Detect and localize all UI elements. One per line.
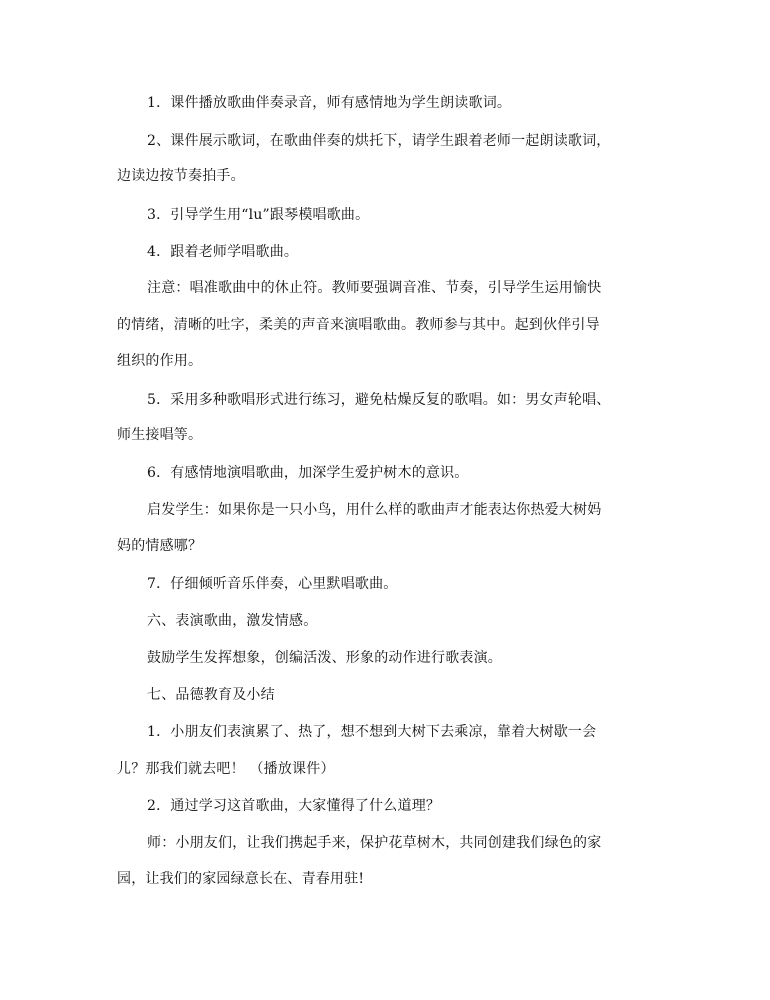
paragraph-line: 师：小朋友们，让我们携起手来，保护花草树木，共同创建我们绿色的家 bbox=[147, 835, 602, 851]
paragraph-line: 启发学生：如果你是一只小鸟，用什么样的歌曲声才能表达你热爱大树妈 bbox=[147, 502, 602, 518]
paragraph-line: 儿？那我们就去吧！ （播放课件） bbox=[117, 761, 335, 777]
paragraph-line: 注意：唱准歌曲中的休止符。教师要强调音准、节奏，引导学生运用愉快 bbox=[147, 280, 602, 296]
paragraph-line: 7．仔细倾听音乐伴奏，心里默唱歌曲。 bbox=[147, 576, 398, 592]
paragraph-line: 4．跟着老师学唱歌曲。 bbox=[147, 244, 299, 260]
paragraph-line: 5．采用多种歌唱形式进行练习，避免枯燥反复的歌唱。如：男女声轮唱、 bbox=[147, 392, 611, 408]
paragraph-line: 鼓励学生发挥想象，创编活泼、形象的动作进行歌表演。 bbox=[147, 650, 502, 666]
paragraph-heading: 七、品德教育及小结 bbox=[147, 687, 275, 703]
paragraph-line: 组织的作用。 bbox=[117, 353, 203, 369]
paragraph-line: 6．有感情地演唱歌曲，加深学生爱护树木的意识。 bbox=[147, 465, 469, 481]
paragraph-heading: 六、表演歌曲，激发情感。 bbox=[147, 613, 318, 629]
paragraph-line: 2、课件展示歌词，在歌曲伴奏的烘托下，请学生跟着老师一起朗读歌词， bbox=[147, 133, 611, 149]
paragraph-line: 3．引导学生用“lu”跟琴模唱歌曲。 bbox=[147, 207, 370, 223]
paragraph-line: 1．小朋友们表演累了、热了，想不想到大树下去乘凉，靠着大树歇一会 bbox=[147, 724, 597, 740]
paragraph-line: 师生接唱等。 bbox=[117, 427, 203, 443]
paragraph-line: 2．通过学习这首歌曲，大家懂得了什么道理？ bbox=[147, 798, 441, 814]
paragraph-line: 边读边按节奏拍手。 bbox=[117, 168, 245, 184]
paragraph-line: 的情绪，清晰的吐字，柔美的声音来演唱歌曲。教师参与其中。起到伙伴引导 bbox=[117, 317, 600, 333]
paragraph-line: 园，让我们的家园绿意长在、青春用驻! bbox=[117, 871, 365, 887]
paragraph-line: 妈的情感哪？ bbox=[117, 538, 203, 554]
paragraph-line: 1．课件播放歌曲伴奏录音，师有感情地为学生朗读歌词。 bbox=[147, 95, 512, 111]
